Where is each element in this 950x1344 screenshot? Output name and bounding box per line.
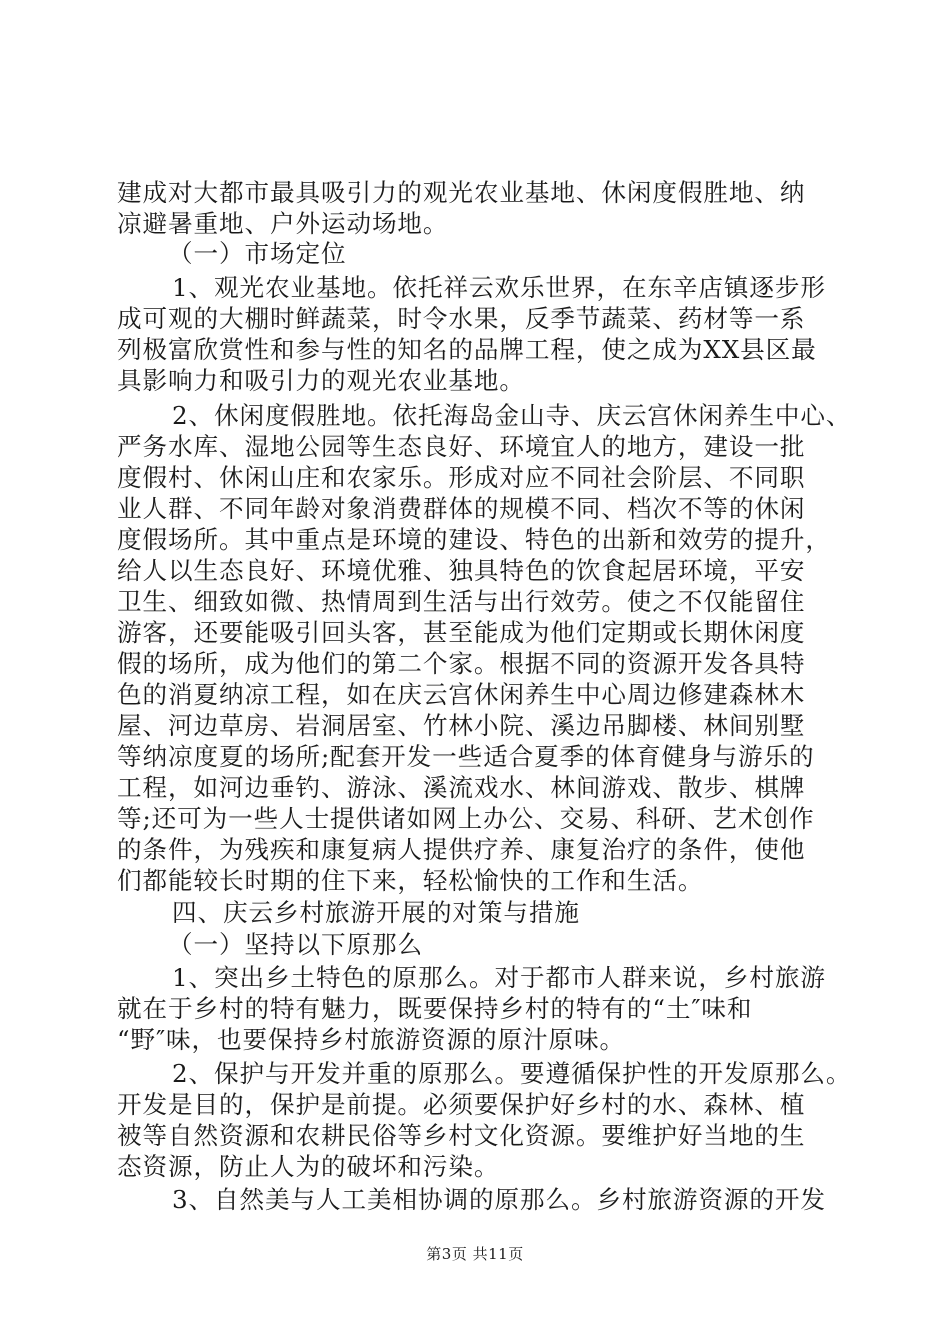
text-line: 2、休闲度假胜地。依托海岛金山寺、庆云宫休闲养生中心、	[172, 401, 852, 430]
text-line: 等纳凉度夏的场所;配套开发一些适合夏季的体育健身与游乐的	[117, 742, 815, 771]
text-line: 就在于乡村的特有魅力，既要保持乡村的特有的“土″味和	[117, 994, 753, 1023]
text-line: 严务水库、湿地公园等生态良好、环境宜人的地方，建设一批	[117, 432, 806, 461]
page-footer: 第3页 共11页	[426, 1245, 524, 1263]
text-line: 给人以生态良好、环境优雅、独具特色的饮食起居环境，平安	[117, 556, 806, 585]
text-line: 屋、河边草房、岩洞居室、竹林小院、溪边吊脚楼、林间别墅	[117, 711, 806, 740]
text-line: 1、突出乡土特色的原那么。对于都市人群来说，乡村旅游	[172, 963, 826, 992]
text-line: 们都能较长时期的住下来，轻松愉快的工作和生活。	[117, 866, 704, 895]
section-heading: （一）市场定位	[168, 239, 347, 268]
text-line: 建成对大都市最具吸引力的观光农业基地、休闲度假胜地、纳	[117, 178, 806, 207]
text-line: 业人群、不同年龄对象消费群体的规模不同、档次不等的休闲	[117, 494, 806, 523]
text-line: 3、自然美与人工美相协调的原那么。乡村旅游资源的开发	[172, 1185, 826, 1214]
text-line: 度假场所。其中重点是环境的建设、特色的出新和效劳的提升，	[117, 525, 831, 554]
text-line: 被等自然资源和农耕民俗等乡村文化资源。要维护好当地的生	[117, 1121, 806, 1150]
text-line: 开发是目的，保护是前提。必须要保护好乡村的水、森林、植	[117, 1090, 806, 1119]
text-line: 等;还可为一些人士提供诸如网上办公、交易、科研、艺术创作	[117, 804, 815, 833]
text-line: 的条件，为残疾和康复病人提供疗养、康复治疗的条件，使他	[117, 835, 806, 864]
text-line: “野″味，也要保持乡村旅游资源的原汁原味。	[117, 1025, 625, 1054]
text-line: 态资源，防止人为的破坏和污染。	[117, 1152, 500, 1181]
text-line: 卫生、细致如微、热情周到生活与出行效劳。使之不仅能留住	[117, 587, 806, 616]
text-line: 成可观的大棚时鲜蔬菜，时令水果，反季节蔬菜、药材等一系	[117, 304, 806, 333]
text-line: 色的消夏纳凉工程，如在庆云宫休闲养生中心周边修建森林木	[117, 680, 806, 709]
text-line: 2、保护与开发并重的原那么。要遵循保护性的开发原那么。	[172, 1059, 852, 1088]
section-heading: （一）坚持以下原那么	[168, 930, 423, 959]
text-line: 度假村、休闲山庄和农家乐。形成对应不同社会阶层、不同职	[117, 463, 806, 492]
text-line: 工程，如河边垂钓、游泳、溪流戏水、林间游戏、散步、棋牌	[117, 773, 806, 802]
text-line: 凉避暑重地、户外运动场地。	[117, 209, 449, 238]
section-heading: 四、庆云乡村旅游开展的对策与措施	[172, 898, 580, 927]
text-line: 具影响力和吸引力的观光农业基地。	[117, 366, 525, 395]
text-line: 列极富欣赏性和参与性的知名的品牌工程，使之成为XX县区最	[117, 335, 817, 364]
text-line: 假的场所，成为他们的第二个家。根据不同的资源开发各具特	[117, 649, 806, 678]
text-line: 1、观光农业基地。依托祥云欢乐世界，在东辛店镇逐步形	[172, 273, 826, 302]
text-line: 游客，还要能吸引回头客，甚至能成为他们定期或长期休闲度	[117, 618, 806, 647]
